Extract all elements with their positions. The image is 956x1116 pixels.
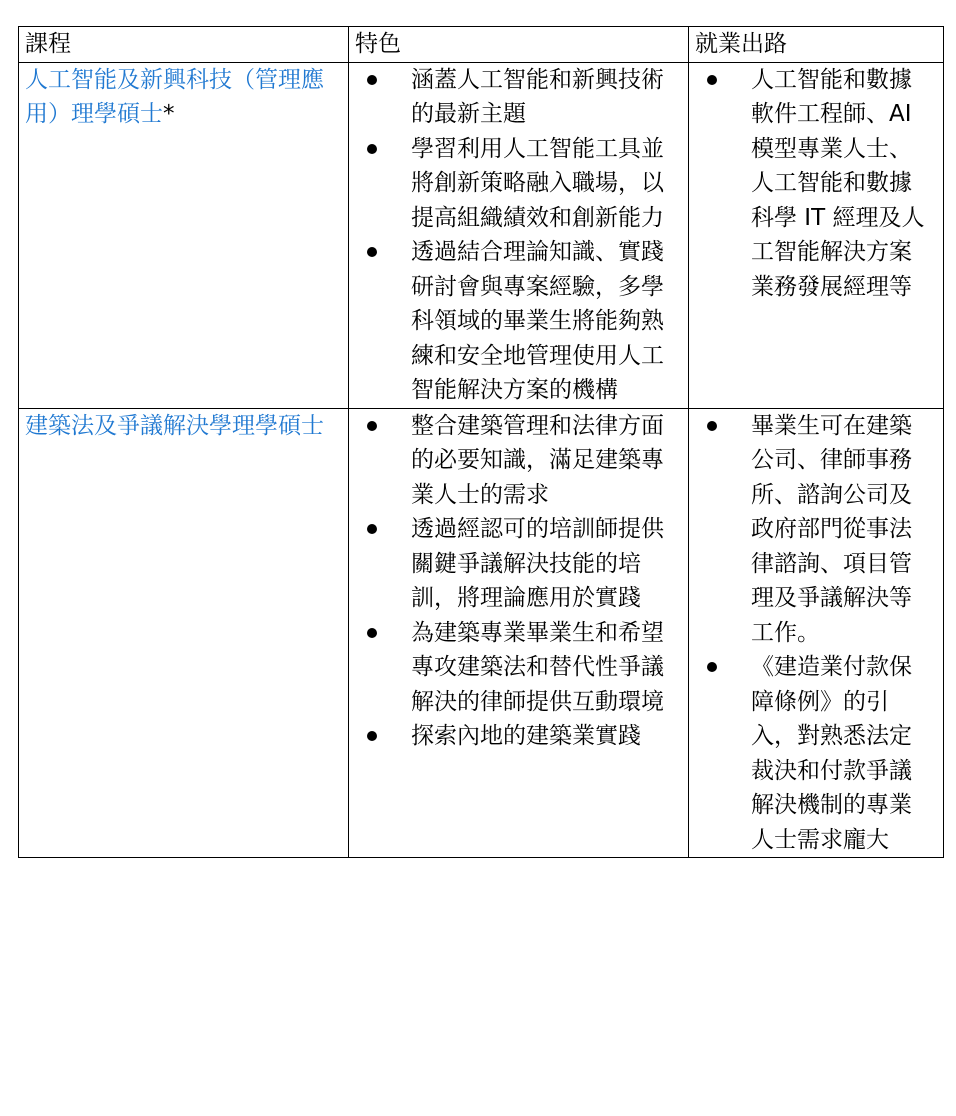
careers-cell — [689, 408, 944, 858]
feature-text: 學習利用人工智能工具並將創新策略融入職場，以提高組織績效和創新能力 — [411, 135, 664, 231]
bullet-icon — [707, 75, 717, 85]
bullet-icon — [367, 247, 377, 257]
list-item — [695, 409, 937, 651]
bullet-icon — [367, 144, 377, 154]
bullet-icon — [367, 628, 377, 638]
career-text: 人工智能和數據軟件工程師、AI模型專業人士、人工智能和數據科學 IT 經理及人工智能解決方案業務發展經理等 — [751, 66, 925, 300]
course-link-construction-law[interactable]: 建築法及爭議解決學理學碩士 — [25, 412, 324, 439]
feature-text: 涵蓋人工智能和新興技術的最新主題 — [411, 66, 664, 127]
careers-cell — [689, 62, 944, 408]
list-item — [355, 63, 682, 132]
career-text: 畢業生可在建築公司、律師事務所、諮詢公司及政府部門從事法律諮詢、項目管理及爭議解決等工作。 — [751, 412, 912, 646]
bullet-icon — [367, 421, 377, 431]
feature-text: 透過經認可的培訓師提供關鍵爭議解決技能的培訓，將理論應用於實踐 — [411, 516, 664, 611]
feature-text: 為建築專業畢業生和希望專攻建築法和替代性爭議解決的律師提供互動環境 — [411, 619, 664, 715]
programme-table — [18, 26, 944, 858]
header-course: 課程 — [19, 27, 349, 63]
header-row — [19, 27, 944, 63]
list-item — [355, 409, 682, 513]
course-footnote-mark: * — [163, 101, 175, 127]
list-item — [355, 719, 682, 754]
features-cell — [349, 408, 689, 858]
feature-text: 探索內地的建築業實踐 — [411, 723, 641, 749]
list-item — [695, 650, 937, 857]
table-row — [19, 62, 944, 408]
bullet-icon — [367, 731, 377, 741]
bullet-icon — [367, 75, 377, 85]
header-careers: 就業出路 — [689, 27, 944, 63]
bullet-icon — [707, 421, 717, 431]
feature-text: 透過結合理論知識、實踐研討會與專案經驗，多學科領域的畢業生將能夠熟練和安全地管理使用人工智能解決方案的機構 — [411, 239, 664, 403]
feature-text: 整合建築管理和法律方面的必要知識，滿足建築專業人士的需求 — [411, 412, 664, 508]
course-link-ai[interactable]: 人工智能及新興科技（管理應用）理學碩士 — [25, 66, 324, 127]
list-item — [355, 132, 682, 236]
table-row — [19, 408, 944, 858]
list-item — [695, 63, 937, 305]
bullet-icon — [707, 662, 717, 672]
list-item — [355, 235, 682, 408]
header-features: 特色 — [349, 27, 689, 63]
list-item — [355, 616, 682, 720]
career-text: 《建造業付款保障條例》的引入，對熟悉法定裁決和付款爭議解決機制的專業人士需求龐大 — [751, 654, 912, 853]
course-cell — [19, 62, 349, 408]
features-cell — [349, 62, 689, 408]
course-cell — [19, 408, 349, 858]
list-item — [355, 512, 682, 616]
bullet-icon — [367, 524, 377, 534]
